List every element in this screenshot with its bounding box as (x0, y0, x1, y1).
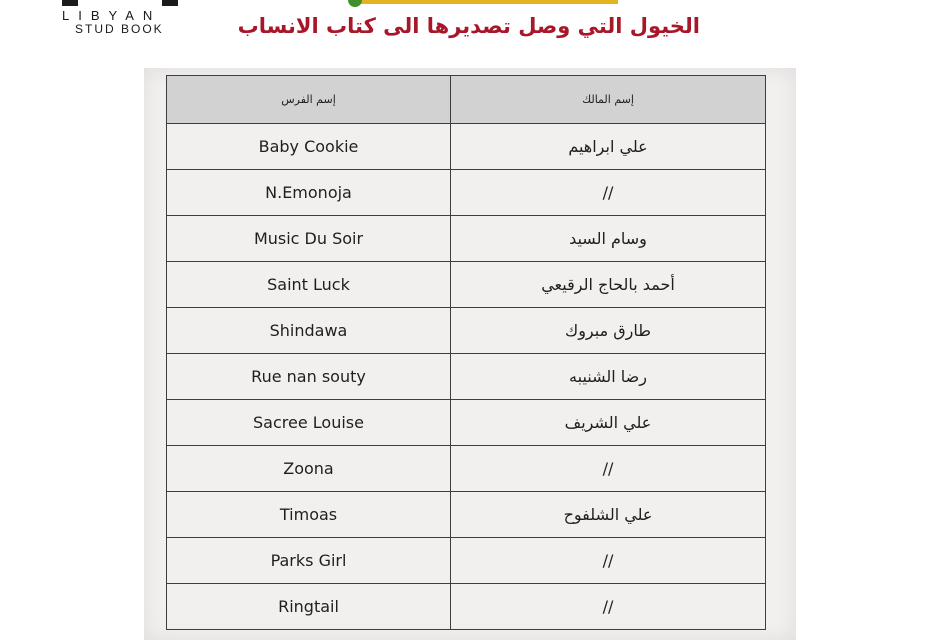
horses-table (166, 75, 766, 630)
logo-text-bottom: STUD BOOK (75, 22, 164, 36)
table-row (167, 124, 766, 170)
horse-name-cell: Ringtail (167, 584, 451, 630)
document-paper (144, 68, 796, 640)
owner-name-cell: رضا الشنيبه (451, 354, 766, 400)
header-accent-dot (348, 0, 362, 7)
table-row (167, 170, 766, 216)
logo-mark-left (62, 0, 78, 6)
header-accent-bar (352, 0, 618, 4)
horse-name-cell: Baby Cookie (167, 124, 451, 170)
libyan-stud-book-logo (48, 0, 188, 40)
owner-name-cell: وسام السيد (451, 216, 766, 262)
table-row (167, 492, 766, 538)
horse-name-cell: Rue nan souty (167, 354, 451, 400)
horse-name-cell: Timoas (167, 492, 451, 538)
page-title: الخيول التي وصل تصديرها الى كتاب الانساب (237, 14, 700, 38)
owner-name-cell: طارق مبروك (451, 308, 766, 354)
owner-name-cell: // (451, 584, 766, 630)
table-row (167, 400, 766, 446)
horse-name-cell: Saint Luck (167, 262, 451, 308)
logo-text-top: LIBYAN (62, 8, 162, 23)
horse-name-cell: N.Emonoja (167, 170, 451, 216)
owner-name-cell: علي الشلفوح (451, 492, 766, 538)
table-row (167, 584, 766, 630)
table-header-row (167, 76, 766, 124)
owner-name-cell: أحمد بالحاج الرقيعي (451, 262, 766, 308)
header-owner-name: إسم المالك (451, 76, 766, 124)
horse-name-cell: Sacree Louise (167, 400, 451, 446)
horse-name-cell: Music Du Soir (167, 216, 451, 262)
horse-name-cell: Zoona (167, 446, 451, 492)
table-row (167, 262, 766, 308)
horse-name-cell: Shindawa (167, 308, 451, 354)
table-row (167, 308, 766, 354)
table-row (167, 216, 766, 262)
table-row (167, 538, 766, 584)
header-horse-name: إسم الفرس (167, 76, 451, 124)
table-row (167, 446, 766, 492)
table-row (167, 354, 766, 400)
owner-name-cell: علي ابراهيم (451, 124, 766, 170)
owner-name-cell: // (451, 538, 766, 584)
owner-name-cell: // (451, 446, 766, 492)
horse-name-cell: Parks Girl (167, 538, 451, 584)
owner-name-cell: علي الشريف (451, 400, 766, 446)
logo-mark-right (162, 0, 178, 6)
owner-name-cell: // (451, 170, 766, 216)
